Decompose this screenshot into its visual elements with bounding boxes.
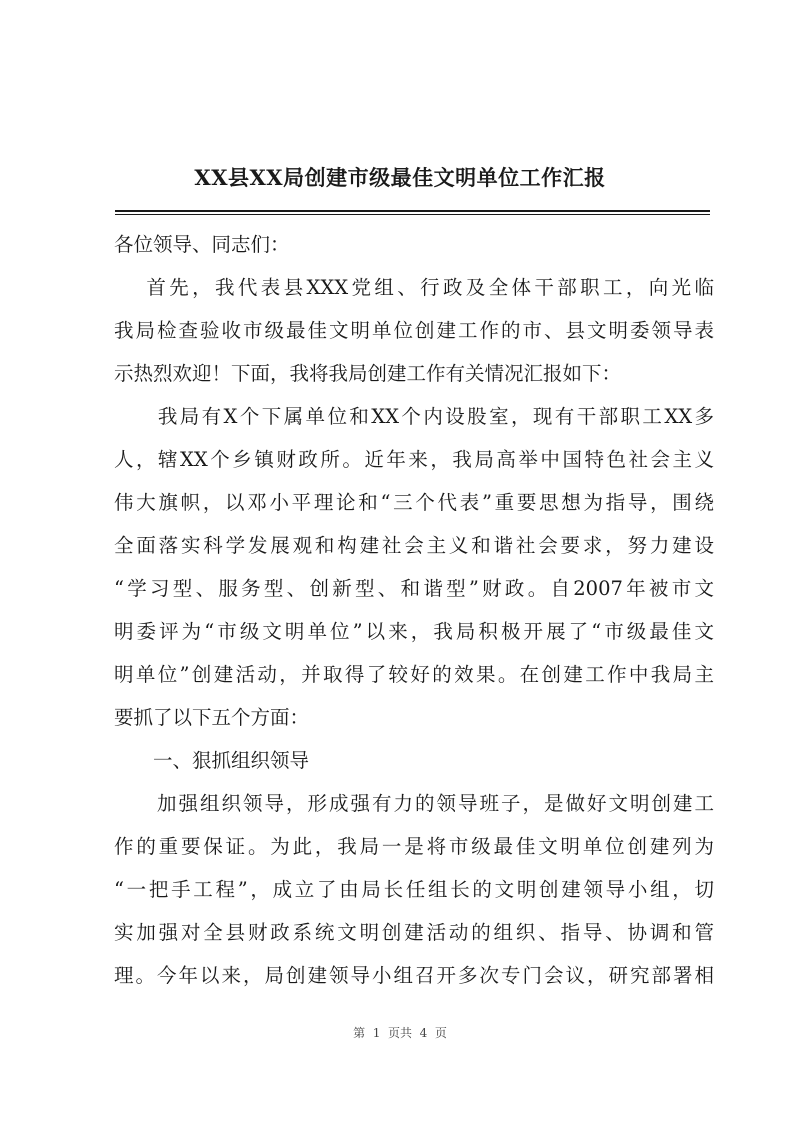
body-line: 我局检查验收市级最佳文明单位创建工作的市、县文明委领导表 xyxy=(114,319,714,342)
body-line: 人，辖XX个乡镇财政所。近年来，我局高举中国特色社会主义 xyxy=(114,448,714,471)
body-line: 各位领导、同志们： xyxy=(114,233,290,256)
body-line: 我局有X个下属单位和XX个内设股室，现有干部职工XX多 xyxy=(114,405,714,428)
title-divider-thick xyxy=(115,210,710,212)
body-line: 加强组织领导，形成强有力的领导班子，是做好文明创建工 xyxy=(114,792,714,815)
body-line: 首先，我代表县XXX党组、行政及全体干部职工，向光临 xyxy=(114,276,714,299)
body-line: 伟大旗帜，以邓小平理论和“三个代表”重要思想为指导，围绕 xyxy=(114,491,714,514)
body-line: 全面落实科学发展观和构建社会主义和谐社会要求，努力建设 xyxy=(114,534,714,557)
body-line: 实加强对全县财政系统文明创建活动的组织、指导、协调和管 xyxy=(114,921,714,944)
body-line: 示热烈欢迎！下面，我将我局创建工作有关情况汇报如下： xyxy=(114,362,622,385)
body-line: 明单位”创建活动，并取得了较好的效果。在创建工作中我局主 xyxy=(114,663,714,686)
body-line: 理。今年以来，局创建领导小组召开多次专门会议，研究部署相 xyxy=(114,964,714,987)
title-divider-thin xyxy=(115,214,710,215)
body-line: 要抓了以下五个方面： xyxy=(114,706,310,729)
body-line: 明委评为“市级文明单位”以来，我局积极开展了“市级最佳文 xyxy=(114,620,714,643)
body-line: 作的重要保证。为此，我局一是将市级最佳文明单位创建列为 xyxy=(114,835,714,858)
page-number-footer: 第 1 页共 4 页 xyxy=(353,1026,447,1040)
body-line: “一把手工程”，成立了由局长任组长的文明创建领导小组，切 xyxy=(114,878,714,901)
document-title: XX县XX局创建市级最佳文明单位工作汇报 xyxy=(194,165,606,190)
section-heading: 一、狠抓组织领导 xyxy=(114,749,310,772)
body-line: “学习型、服务型、创新型、和谐型”财政。自2007年被市文 xyxy=(114,577,714,600)
